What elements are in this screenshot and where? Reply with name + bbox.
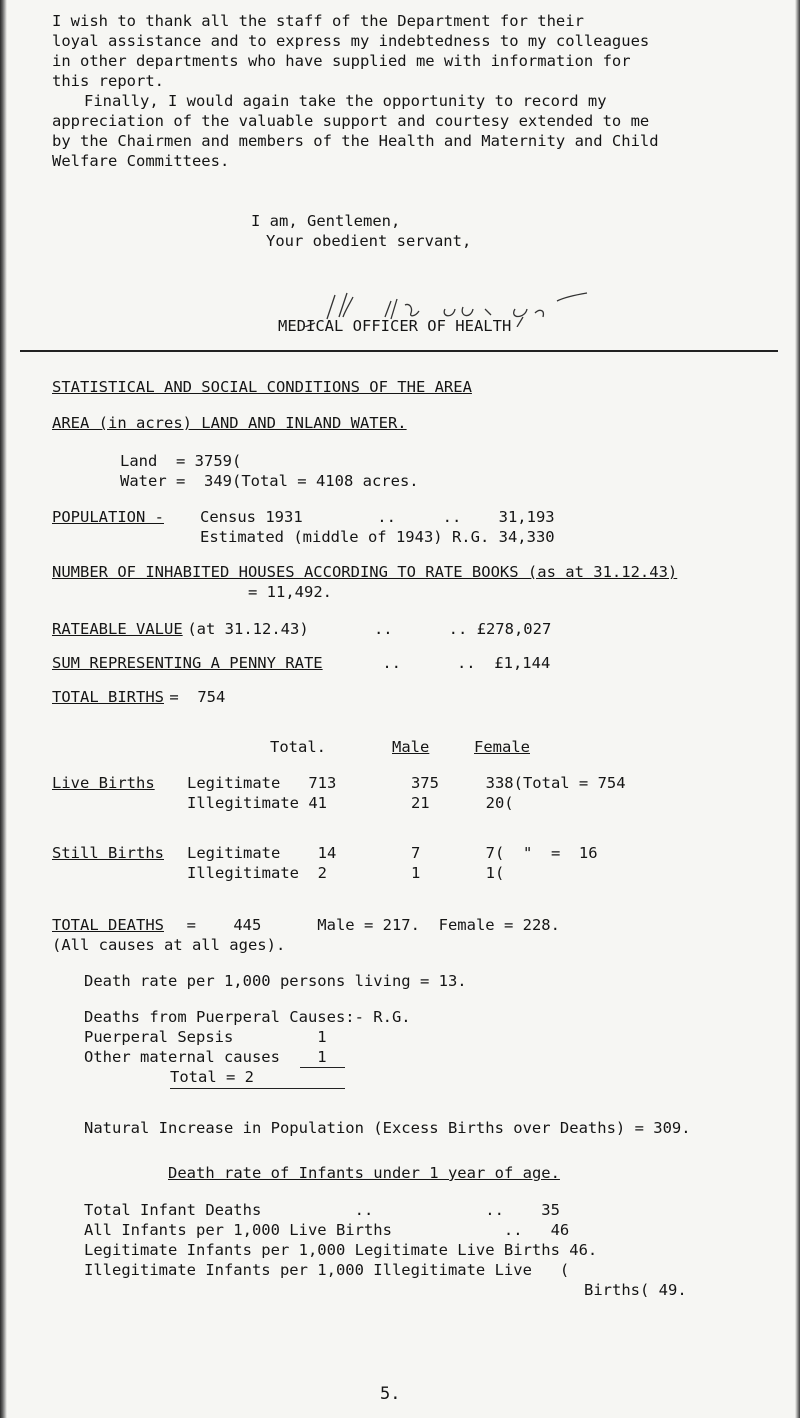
inhabited-houses-value: = 11,492.	[248, 583, 332, 601]
page-number: 5.	[380, 1384, 401, 1404]
table-row: Illegitimate 41 21 20(	[187, 794, 514, 812]
puerperal-heading: Deaths from Puerperal Causes:- R.G.	[84, 1008, 411, 1026]
letter-line: I wish to thank all the staff of the Department for their	[52, 12, 584, 30]
infant-stat-line: Illegitimate Infants per 1,000 Illegitimate Live (	[84, 1261, 570, 1279]
column-header-male: Male	[392, 738, 430, 756]
natural-increase: Natural Increase in Population (Excess Births over Deaths) = 309.	[84, 1119, 691, 1137]
section-heading: STATISTICAL AND SOCIAL CONDITIONS OF THE AREA	[52, 378, 472, 396]
letter-line: in other departments who have supplied me with information for	[52, 52, 631, 70]
closing-salutation: Your obedient servant,	[266, 232, 472, 250]
letter-line: Finally, I would again take the opportunity to record my	[84, 92, 607, 110]
infant-stat-line: Total Infant Deaths .. .. 35	[84, 1201, 560, 1219]
infant-section-heading: Death rate of Infants under 1 year of age.	[168, 1164, 560, 1182]
land-area: Land = 3759(	[120, 452, 242, 470]
table-row: Illegitimate 2 1 1(	[187, 864, 505, 882]
population-label: POPULATION -	[52, 508, 164, 526]
table-row: Legitimate 14 7 7( " = 16	[187, 844, 598, 862]
row-label-still-births: Still Births	[52, 844, 164, 862]
letter-line: appreciation of the valuable support and courtesy extended to me	[52, 112, 650, 130]
section-divider	[20, 350, 778, 352]
page-edge-shadow	[795, 0, 800, 1418]
penny-rate-label: SUM REPRESENTING A PENNY RATE	[52, 654, 323, 672]
penny-rate-value: .. .. £1,144	[317, 654, 551, 672]
table-row: Legitimate 713 375 338(Total = 754	[187, 774, 626, 792]
inhabited-houses-label: NUMBER OF INHABITED HOUSES ACCORDING TO RATE BOOKS (as at 31.12.43)	[52, 563, 678, 581]
infant-stat-line: Legitimate Infants per 1,000 Legitimate Live Births 46.	[84, 1241, 598, 1259]
puerperal-sepsis: Puerperal Sepsis 1	[84, 1028, 327, 1046]
water-area: Water = 349(Total = 4108 acres.	[120, 472, 419, 490]
column-header-total: Total.	[270, 738, 326, 756]
sum-rule	[300, 1067, 345, 1068]
infant-stat-line: All Infants per 1,000 Live Births .. 46	[84, 1221, 570, 1239]
sum-rule	[170, 1088, 345, 1089]
total-deaths-value: = 445 Male = 217. Female = 228.	[168, 916, 560, 934]
total-births-value: = 754	[160, 688, 226, 706]
estimated-population: Estimated (middle of 1943) R.G. 34,330	[200, 528, 555, 546]
rateable-value-label: RATEABLE VALUE	[52, 620, 183, 638]
letter-line: this report.	[52, 72, 164, 90]
total-births-label: TOTAL BIRTHS	[52, 688, 164, 706]
letter-line: Welfare Committees.	[52, 152, 230, 170]
letter-line: by the Chairmen and members of the Health and Maternity and Child	[52, 132, 659, 150]
census-population: Census 1931 .. .. 31,193	[200, 508, 555, 526]
area-label: AREA (in acres) LAND AND INLAND WATER.	[52, 414, 407, 432]
row-label-live-births: Live Births	[52, 774, 155, 792]
signatory-title: MEDICAL OFFICER OF HEALTH	[278, 317, 512, 335]
page-edge-shadow	[0, 0, 7, 1418]
total-deaths-label: TOTAL DEATHS	[52, 916, 164, 934]
other-maternal-causes: Other maternal causes 1	[84, 1048, 327, 1066]
column-header-female: Female	[474, 738, 530, 756]
closing-salutation: I am, Gentlemen,	[251, 212, 401, 230]
deaths-note: (All causes at all ages).	[52, 936, 286, 954]
letter-line: loyal assistance and to express my indebtedness to my colleagues	[52, 32, 650, 50]
rateable-value: (at 31.12.43) .. .. £278,027	[178, 620, 552, 638]
infant-stat-line: Births( 49.	[584, 1281, 687, 1299]
death-rate: Death rate per 1,000 persons living = 13.	[84, 972, 467, 990]
puerperal-total: Total = 2	[170, 1068, 254, 1086]
